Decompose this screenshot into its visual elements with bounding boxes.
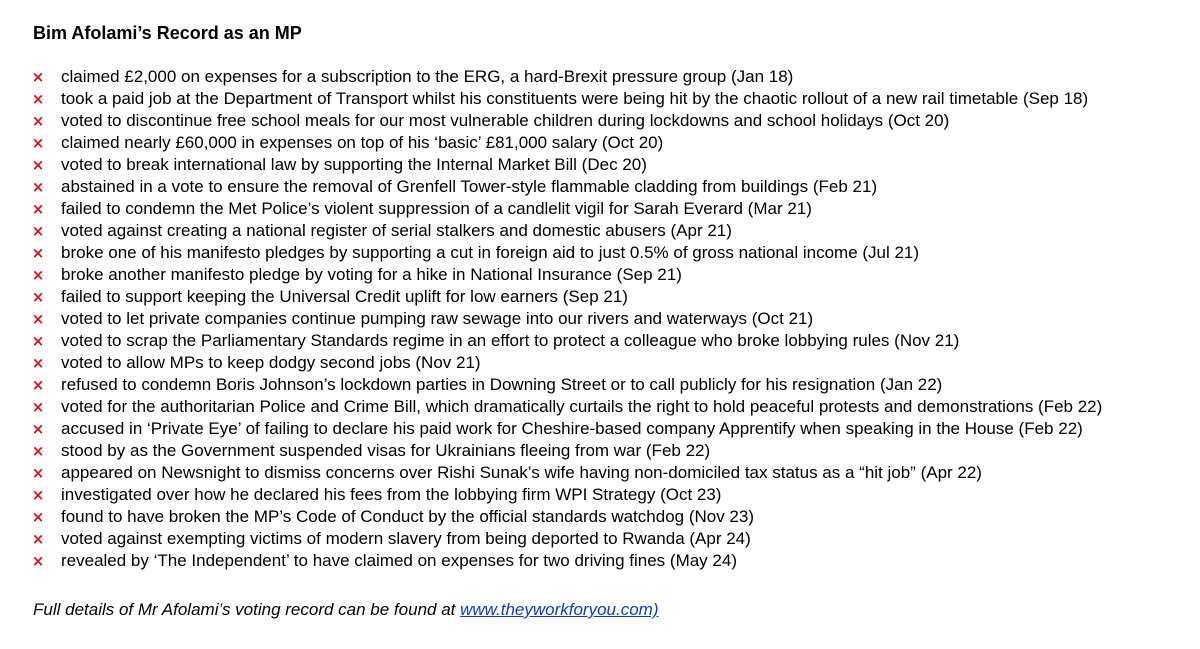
list-item-text: voted to discontinue free school meals for our most vulnerable children during lockdowns and school holidays (Oct 20) (61, 111, 950, 130)
cross-icon: × (31, 354, 45, 372)
list-item (30, 242, 1102, 264)
list-item (30, 176, 1102, 198)
list-item (30, 198, 1102, 220)
list-item (30, 550, 1102, 572)
cross-icon: × (31, 398, 45, 416)
list-item-text: revealed by ‘The Independent’ to have claimed on expenses for two driving fines (May 24) (61, 551, 737, 570)
list-item (30, 66, 1102, 88)
list-item (30, 352, 1102, 374)
list-item (30, 110, 1102, 132)
list-item (30, 440, 1102, 462)
cross-icon: × (31, 486, 45, 504)
list-item-text: abstained in a vote to ensure the removal of Grenfell Tower-style flammable cladding from buildings (Feb 21) (61, 177, 878, 196)
list-item-text: took a paid job at the Department of Transport whilst his constituents were being hit by the chaotic rollout of a new rail timetable (Sep 18) (61, 89, 1089, 108)
list-item-text: claimed nearly £60,000 in expenses on top of his ‘basic’ £81,000 salary (Oct 20) (61, 133, 664, 152)
list-item-text: voted against exempting victims of modern slavery from being deported to Rwanda (Apr 24) (61, 529, 751, 548)
list-item (30, 396, 1102, 418)
list-item (30, 264, 1102, 286)
list-item-text: broke one of his manifesto pledges by supporting a cut in foreign aid to just 0.5% of gross national income (Jul 21) (61, 243, 920, 262)
footer-note (33, 599, 659, 621)
list-item-text: accused in ‘Private Eye’ of failing to declare his paid work for Cheshire-based company Apprentify when speaking in the House (Feb 22) (61, 419, 1083, 438)
cross-icon: × (31, 508, 45, 526)
list-item (30, 88, 1102, 110)
list-item (30, 374, 1102, 396)
list-item-text: voted to break international law by supporting the Internal Market Bill (Dec 20) (61, 155, 647, 174)
list-item (30, 484, 1102, 506)
list-item (30, 286, 1102, 308)
cross-icon: × (31, 200, 45, 218)
cross-icon: × (31, 442, 45, 460)
list-item-text: investigated over how he declared his fees from the lobbying firm WPI Strategy (Oct 23) (61, 485, 722, 504)
cross-icon: × (31, 222, 45, 240)
cross-icon: × (31, 134, 45, 152)
cross-icon: × (31, 266, 45, 284)
list-item-text: voted to scrap the Parliamentary Standards regime in an effort to protect a colleague who broke lobbying rules (Nov 21) (61, 331, 960, 350)
list-item-text: failed to condemn the Met Police’s violent suppression of a candlelit vigil for Sarah Everard (Mar 21) (61, 199, 812, 218)
record-list (30, 66, 1102, 572)
list-item-text: stood by as the Government suspended visas for Ukrainians fleeing from war (Feb 22) (61, 441, 711, 460)
list-item (30, 330, 1102, 352)
cross-icon: × (31, 420, 45, 438)
list-item-text: appeared on Newsnight to dismiss concerns over Rishi Sunak’s wife having non-domiciled tax status as a “hit job” (Apr 22) (61, 463, 982, 482)
document-title: Bim Afolami’s Record as an MP (33, 23, 302, 43)
cross-icon: × (31, 112, 45, 130)
list-item (30, 308, 1102, 330)
list-item-text: voted for the authoritarian Police and Crime Bill, which dramatically curtails the right to hold peaceful protests and demonstrations (Feb 22) (61, 397, 1103, 416)
list-item-text: found to have broken the MP’s Code of Conduct by the official standards watchdog (Nov 23) (61, 507, 755, 526)
list-item-text: claimed £2,000 on expenses for a subscription to the ERG, a hard-Brexit pressure group (Jan 18) (61, 67, 794, 86)
list-item (30, 132, 1102, 154)
cross-icon: × (31, 156, 45, 174)
footer-text: Full details of Mr Afolami’s voting record can be found at (33, 600, 461, 619)
cross-icon: × (31, 90, 45, 108)
list-item-text: refused to condemn Boris Johnson’s lockdown parties in Downing Street or to call publicly for his resignation (Jan 22) (61, 375, 943, 394)
list-item (30, 462, 1102, 484)
theyworkforyou-link[interactable]: www.theyworkforyou.com) (460, 600, 659, 619)
list-item (30, 506, 1102, 528)
list-item-text: broke another manifesto pledge by voting for a hike in National Insurance (Sep 21) (61, 265, 682, 284)
cross-icon: × (31, 244, 45, 262)
cross-icon: × (31, 530, 45, 548)
list-item-text: failed to support keeping the Universal Credit uplift for low earners (Sep 21) (61, 287, 628, 306)
cross-icon: × (31, 288, 45, 306)
cross-icon: × (31, 376, 45, 394)
list-item (30, 154, 1102, 176)
list-item (30, 528, 1102, 550)
list-item (30, 220, 1102, 242)
cross-icon: × (31, 464, 45, 482)
cross-icon: × (31, 552, 45, 570)
list-item-text: voted to let private companies continue pumping raw sewage into our rivers and waterways (Oct 21) (61, 309, 814, 328)
list-item-text: voted to allow MPs to keep dodgy second jobs (Nov 21) (61, 353, 481, 372)
cross-icon: × (31, 332, 45, 350)
list-item (30, 418, 1102, 440)
cross-icon: × (31, 178, 45, 196)
cross-icon: × (31, 310, 45, 328)
list-item-text: voted against creating a national register of serial stalkers and domestic abusers (Apr 21) (61, 221, 732, 240)
cross-icon: × (31, 68, 45, 86)
